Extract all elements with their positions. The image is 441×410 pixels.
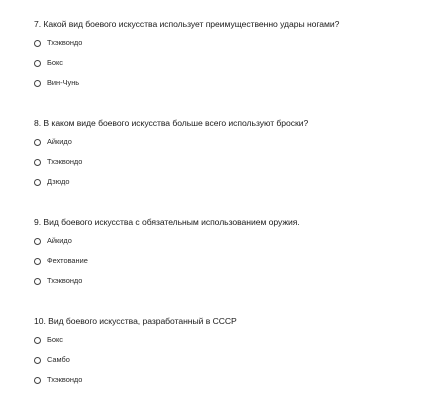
radio-button[interactable] bbox=[34, 80, 41, 87]
radio-button[interactable] bbox=[34, 337, 41, 344]
radio-button[interactable] bbox=[34, 258, 41, 265]
option-label: Тхэквондо bbox=[47, 375, 83, 384]
option-taekwondo[interactable] bbox=[34, 375, 434, 385]
question-text: 8. В каком виде боевого искусства больше всего используют броски? bbox=[34, 118, 309, 128]
question-text: 10. Вид боевого искусства, разработанный в СССР bbox=[34, 316, 237, 326]
question-8 bbox=[34, 118, 434, 187]
radio-button[interactable] bbox=[34, 139, 41, 146]
option-label: Тхэквондо bbox=[47, 38, 83, 47]
option-label: Вин-Чунь bbox=[47, 78, 80, 87]
options-list bbox=[34, 236, 434, 286]
option-taekwondo[interactable] bbox=[34, 276, 434, 286]
radio-button[interactable] bbox=[34, 278, 41, 285]
option-label: Самбо bbox=[47, 355, 70, 364]
radio-button[interactable] bbox=[34, 40, 41, 47]
option-label: Дзюдо bbox=[47, 177, 70, 186]
question-10 bbox=[34, 316, 434, 385]
option-label: Бокс bbox=[47, 335, 63, 344]
option-fencing[interactable] bbox=[34, 256, 434, 266]
option-label: Тхэквондо bbox=[47, 276, 83, 285]
options-list bbox=[34, 137, 434, 187]
radio-button[interactable] bbox=[34, 159, 41, 166]
option-label: Айкидо bbox=[47, 137, 72, 146]
radio-button[interactable] bbox=[34, 238, 41, 245]
radio-button[interactable] bbox=[34, 377, 41, 384]
options-list bbox=[34, 335, 434, 385]
question-7 bbox=[34, 19, 434, 88]
option-aikido[interactable] bbox=[34, 137, 434, 147]
option-label: Фехтование bbox=[47, 256, 88, 265]
radio-button[interactable] bbox=[34, 179, 41, 186]
option-boxing[interactable] bbox=[34, 58, 434, 68]
option-judo[interactable] bbox=[34, 177, 434, 187]
option-boxing[interactable] bbox=[34, 335, 434, 345]
question-9 bbox=[34, 217, 434, 286]
options-list bbox=[34, 38, 434, 88]
option-aikido[interactable] bbox=[34, 236, 434, 246]
radio-button[interactable] bbox=[34, 357, 41, 364]
option-taekwondo[interactable] bbox=[34, 38, 434, 48]
option-label: Айкидо bbox=[47, 236, 72, 245]
option-taekwondo[interactable] bbox=[34, 157, 434, 167]
option-wing-chun[interactable] bbox=[34, 78, 434, 88]
option-sambo[interactable] bbox=[34, 355, 434, 365]
option-label: Бокс bbox=[47, 58, 63, 67]
question-text: 9. Вид боевого искусства с обязательным использованием оружия. bbox=[34, 217, 300, 227]
question-text: 7. Какой вид боевого искусства использует преимущественно удары ногами? bbox=[34, 19, 340, 29]
option-label: Тхэквондо bbox=[47, 157, 83, 166]
radio-button[interactable] bbox=[34, 60, 41, 67]
